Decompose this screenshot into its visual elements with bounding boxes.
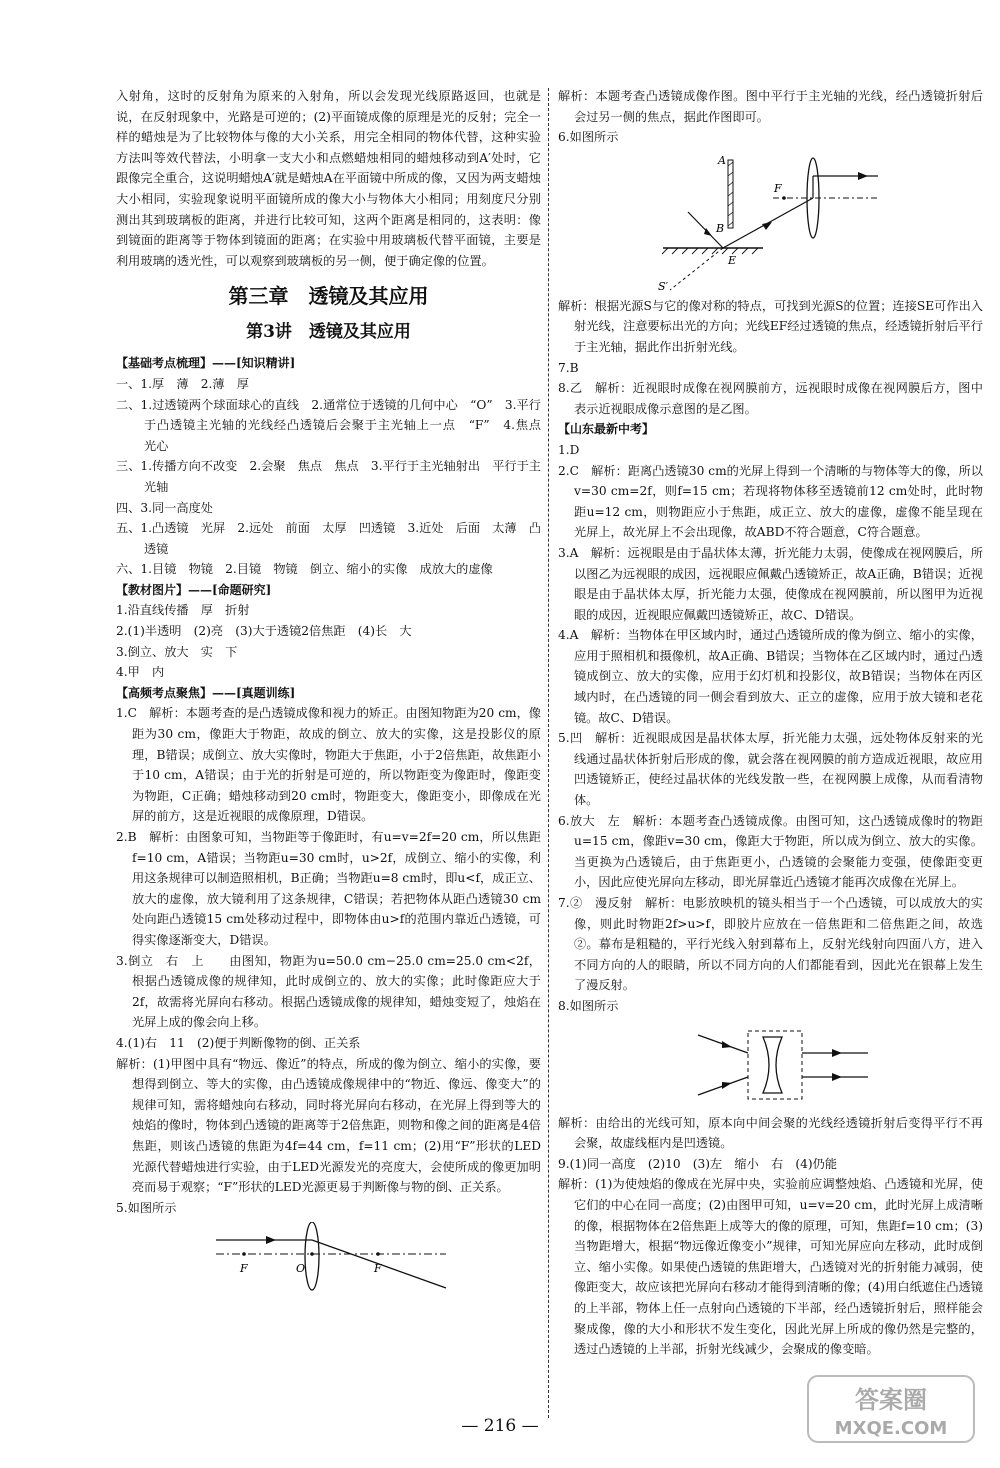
figure-concave-lens-box bbox=[558, 1021, 983, 1109]
answer-1: 1.C 解析：本题考查的是凸透镜成像和视力的矫正。由图知物距为20 cm，像距为30 cm，像距大于物距，故成的倒立、放大的实像，这是投影仪的原理，B错误；成倒立、放大实像时，物距大于焦距，小于2倍焦距，故焦距小于10 cm，A错误；由于光的折射是可逆的，所以物距变为像距时，像距变为物距，C正确；蜡烛移动到20 cm时，物距变大，像距变小，即像成在光屏的前方，这是近视眼的成像原理，D错误。 bbox=[116, 706, 541, 824]
exam-answer-9: 9.(1)同一高度 (2)10 (3)左 缩小 右 (4)仍能 bbox=[558, 1156, 838, 1171]
point-b-label: B bbox=[716, 221, 725, 235]
answer-4-analysis: 解析：(1)甲图中具有“物远、像近”的特点，所成的像为倒立、缩小的实像，要想得到倒立、等大的实像，由凸透镜成像规律中的“物近、像远、像变大”的规律可知，需将蜡烛向右移动，同时将光屏向右移动，在光屏上得到等大的烛焰的像时，物体到凸透镜的距离等于2倍焦距，则物和像之间的距离是4倍焦距，则该凸透镜的焦距为4f=44 cm，f=11 cm；(2)用“F”形状的LED光源代替蜡烛进行实验，由于LED光源发光的亮度大，会使所成的像更加明亮而易于观察；“F”形状的LED光源更易于判断像与物的倒、正关系。 bbox=[116, 1056, 541, 1195]
answer-5: 5.如图所示 bbox=[116, 1200, 177, 1215]
answer-6: 6.如图所示 bbox=[558, 130, 619, 145]
lecture-title: 第3讲 透镜及其应用 bbox=[246, 322, 411, 343]
answer-8-analysis: 解析：由给出的光线可知，原本向中间会聚的光线经透镜折射后变得平行不再会聚，故虚线框内是凹透镜。 bbox=[558, 1115, 983, 1151]
exam-answer-9-analysis: 解析：(1)为使烛焰的像成在光屏中央，实验前应调整烛焰、凸透镜和光屏，使它们的中心在同一高度；(2)由图甲可知，u=v=20 cm，此时光屏上成清晰的像，根据物体在2倍焦距上成等大的像的原理，可知，焦距f=10 cm；(3)当物距增大，根据“物远像近像变小”规律，可知光屏应向左移动，此时成倒立、缩小实像。如果使凸透镜的焦距增大，凸透镜对光的折射能力减弱，使像距变大，故应该把光屏向右移动才能得到清晰的像；(4)用白纸遮住凸透镜的上半部，物体上任一点射向凸透镜的下半部，经凸透镜折射后，照样能会聚成像，像的大小和形状不发生变化，因此光屏上所成的像仍然是完整的，透过凸透镜的上半部，折射光线减少，会聚成的像变暗。 bbox=[558, 1177, 983, 1357]
watermark-domain: MXQE.COM bbox=[834, 1418, 948, 1439]
answer-3: 3.倒立 右 上 由图知，物距为u=50.0 cm−25.0 cm=25.0 cm<2f，根据凸透镜成像的规律知，此时成倒立的、放大的实像；此时像距应大于2f，故需将光屏向右移动。根据凸透镜成像的规律知，蜡烛变短了，烛焰在光屏上成的像会向上移。 bbox=[116, 953, 541, 1030]
basics-item: 二、1.过透镜两个球面球心的直线 2.通常位于透镜的几何中心 “O” 3.平行于凸透镜主光轴的光线经凸透镜后会聚于主光轴上一点 “F” 4.焦点 光心 bbox=[116, 397, 554, 453]
optical-center-label: O bbox=[296, 1262, 306, 1276]
figure-convex-lens-ray bbox=[116, 1222, 541, 1292]
picture-item: 1.沿直线传播 厚 折射 bbox=[116, 603, 250, 618]
basics-item: 四、3.同一高度处 bbox=[116, 500, 213, 515]
section-textbook-pictures: 【教材图片】——[命题研究] bbox=[116, 582, 272, 597]
section-high-frequency: 【高频考点聚焦】——[真题训练] bbox=[116, 685, 296, 700]
answer-7: 7.B bbox=[558, 360, 579, 375]
watermark-brand: 答案圈 bbox=[855, 1385, 927, 1414]
exam-answer-8: 8.如图所示 bbox=[558, 998, 619, 1013]
exam-answer-1: 1.D bbox=[558, 442, 580, 457]
exam-answer-4: 4.A 解析：当物体在甲区域内时，通过凸透镜所成的像为倒立、缩小的实像，应用于照相机和摄像机，故A正确、B错误；当物体在乙区域内时，通过凸透镜成倒立、放大的实像，应用于幻灯机和投影仪，故B错误；当物体在丙区域内时，在凸透镜的同一侧会看到放大、正立的虚像，应用于放大镜和老花镜。故C、D错误。 bbox=[558, 628, 983, 725]
basics-item: 三、1.传播方向不改变 2.会聚 焦点 焦点 3.平行于主光轴射出 平行于主光轴 bbox=[116, 459, 541, 494]
section-basics: 【基础考点梳理】——[知识精讲] bbox=[116, 356, 296, 371]
right-column bbox=[558, 86, 983, 1360]
mirror-analysis-continued: 入射角，这时的反射角为原来的入射角，所以会发现光线原路返回，也就是说，在反射现象中，光路是可逆的；(2)平面镜成像的原理是光的反射；完全一样的蜡烛是为了比较物体与像的大小关系，用完全相同的物体代替，这种实验方法叫等效代替法，小明拿一支大小和点燃蜡烛相同的蜡烛移动到A′处时，它跟像完全重合，这说明蜡烛A′就是蜡烛A在平面镜中所成的像，又因为两支蜡烛大小相同，实验现象说明平面镜所成的像大小与物体大小相同；用刻度尺分别测出其到玻璃板的距离，并进行比较可知，这两个距离是相同的，这表明：像到镜面的距离等于物体到镜面的距离；在实验中用玻璃板代替平面镜，主要是利用玻璃的透光性，可以观察到玻璃板的另一侧，便于确定像的位置。 bbox=[116, 89, 541, 268]
picture-item: 3.倒立、放大 实 下 bbox=[116, 644, 238, 659]
answer-8: 8.乙 解析：近视眼时成像在视网膜前方，远视眼时成像在视网膜后方，图中表示近视眼成像示意图的是乙图。 bbox=[558, 381, 983, 416]
focus-label: F bbox=[240, 1262, 248, 1276]
point-e-label: E bbox=[728, 253, 737, 267]
answer-4: 4.(1)右 11 (2)便于判断像物的倒、正关系 bbox=[116, 1035, 361, 1050]
answer-6-analysis: 解析：根据光源S与它的像对称的特点，可找到光源S的位置；连接SE可作出入射光线，注意要标出光的方向；光线EF经过透镜的焦点，经透镜折射后平行于主光轴，据此作出折射光线。 bbox=[558, 298, 983, 354]
basics-item: 一、1.厚 薄 2.薄 厚 bbox=[116, 376, 249, 391]
exam-answer-7: 7.② 漫反射 解析：电影放映机的镜头相当于一个凸透镜，可以成放大的实像，则此时物距2f>u>f，即胶片应放在一倍焦距和二倍焦距之间，故选②。幕布是粗糙的，平行光线入射到幕布上，反射光线射向四面八方，进入不同方向的人的眼睛，所以不同方向的人们都能看到，因此光在银幕上发生了漫反射。 bbox=[558, 896, 983, 993]
site-watermark bbox=[806, 1374, 976, 1444]
exam-answer-3: 3.A 解析：远视眼是由于晶状体太薄，折光能力太弱，使像成在视网膜后，所以图乙为远视眼的成因，远视眼应佩戴凸透镜矫正，故A正确，B错误；近视眼是由于晶状体太厚，折光能力太强，使像成在视网膜前，所以图甲为近视眼的成因，近视眼应佩戴凹透镜矫正，故C、D错误。 bbox=[558, 545, 983, 622]
left-column bbox=[116, 86, 554, 1296]
basics-item: 六、1.目镜 物镜 2.目镜 物镜 倒立、缩小的实像 成放大的虚像 bbox=[116, 562, 493, 577]
picture-item: 4.甲 内 bbox=[116, 665, 165, 680]
focus-label: F bbox=[374, 1262, 382, 1276]
basics-item: 五、1.凸透镜 光屏 2.远处 前面 太厚 凹透镜 3.近处 后面 太薄 凸透镜 bbox=[116, 521, 541, 556]
page-number: — 216 — bbox=[461, 1416, 539, 1436]
column-divider bbox=[548, 88, 549, 1418]
image-s-label: S′ bbox=[658, 279, 669, 292]
focus-label: F bbox=[774, 181, 782, 195]
chapter-title: 第三章 透镜及其应用 bbox=[228, 284, 429, 309]
exam-answer-5: 5.凹 解析：近视眼成因是晶状体太厚，折光能力太强，远处物体反射来的光线通过晶状体折射后形成的像，就会落在视网膜的前方造成近视眼，故应用凹透镜矫正，使经过晶状体的光线发散一些，在视网膜上成像，从而看清物体。 bbox=[558, 731, 983, 808]
picture-item: 2.(1)半透明 (2)亮 (3)大于透镜2倍焦距 (4)长 大 bbox=[116, 624, 412, 639]
answer-5-analysis: 解析：本题考查凸透镜成像作图。图中平行于主光轴的光线，经凸透镜折射后会过另一侧的焦点，据此作图即可。 bbox=[558, 89, 983, 124]
exam-answer-6: 6.放大 左 解析：本题考查凸透镜成像。由图可知，这凸透镜成像时的物距u=15 cm，像距v=30 cm，像距大于物距，所以成为倒立、放大的实像。当更换为凸透镜后，由于焦距更小，凸透镜的会聚能力变强，使像距变更小，因此应使光屏向左移动，即光屏靠近凸透镜才能再次成像在光屏上。 bbox=[558, 813, 983, 890]
figure-mirror-lens bbox=[558, 152, 983, 292]
section-shandong-exam: 【山东最新中考】 bbox=[558, 422, 655, 437]
point-a-label: A bbox=[718, 153, 726, 167]
answer-2: 2.B 解析：由图象可知，当物距等于像距时，有u=v=2f=20 cm，所以焦距f=10 cm，A错误；当物距u=30 cm时，u>2f，成倒立、缩小的实像，利用这条规律可以制造照相机，B正确；当物距u=8 cm时，即u<f，成正立、放大的虚像，放大镜利用了这条规律，C错误；若把物体从距凸透镜30 cm处向距凸透镜15 cm处移动过程中，即物体由u>f的范围内靠近凸透镜，可得实像逐渐变大，D错误。 bbox=[116, 830, 541, 947]
exam-answer-2: 2.C 解析：距离凸透镜30 cm的光屏上得到一个清晰的与物体等大的像，所以v=30 cm=2f，则f=15 cm；若现将物体移至透镜前12 cm处时，此时物距u=12 cm，则物距应小于焦距，成正立、放大的虚像，虚像不能呈现在光屏上，故光屏上不会出现像，故ABD不符合题意，C符合题意。 bbox=[558, 463, 983, 540]
